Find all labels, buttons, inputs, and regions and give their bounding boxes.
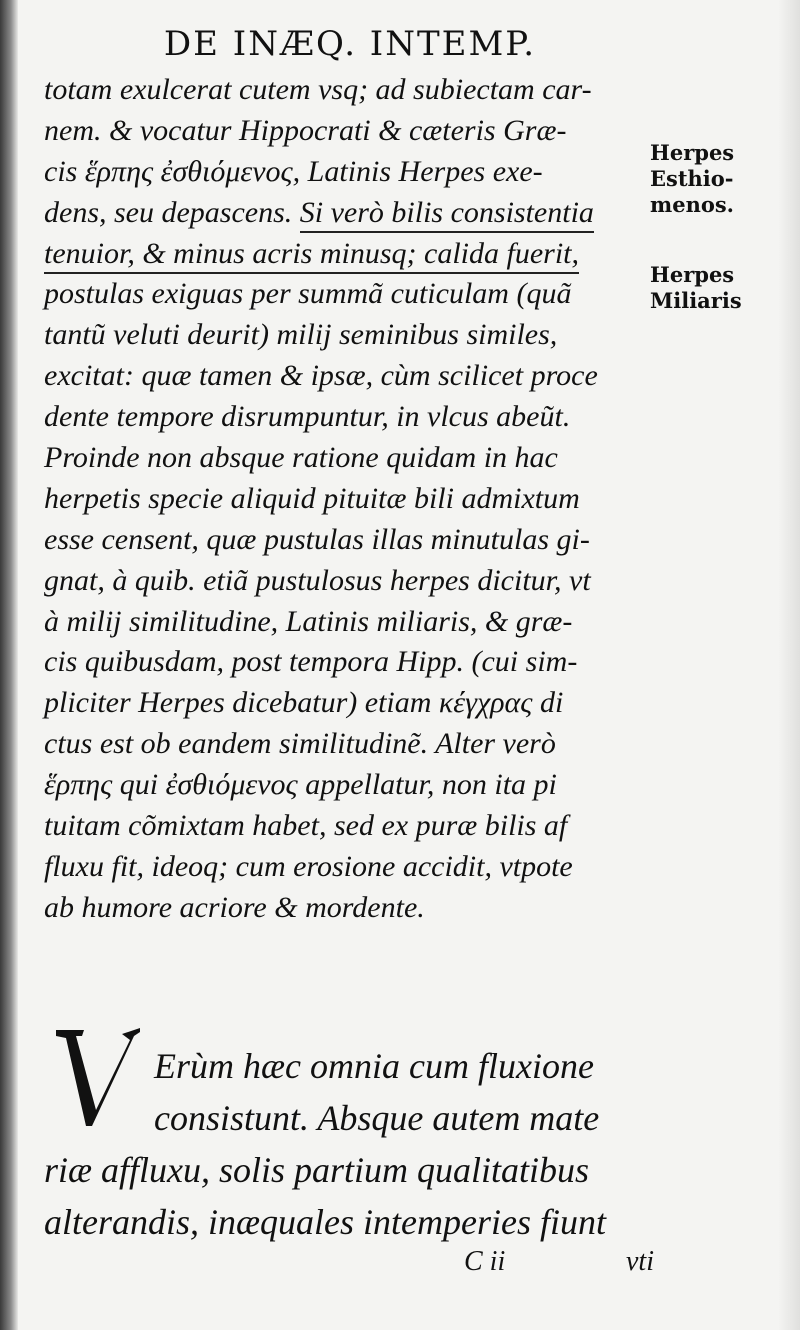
text-line: nem. & vocatur Hippocrati & cæteris Græ- bbox=[44, 113, 567, 147]
text-line: esse censent, quæ pustulas illas minutulas gi- bbox=[44, 522, 590, 556]
text-line: tuitam cõmixtam habet, sed ex puræ bilis af bbox=[44, 809, 568, 843]
margin-notes bbox=[650, 140, 780, 358]
text-line: postulas exiguas per summã cuticulam (quã bbox=[44, 277, 572, 311]
text-line: excitat: quæ tamen & ipsæ, cùm scilicet proce bbox=[44, 359, 598, 393]
text-line: dente tempore disrumpuntur, in vlcus abeũt. bbox=[44, 400, 571, 434]
underlined-phrase: tenuior, & minus acris minusq; calida fuerit, bbox=[44, 236, 579, 274]
text-line: fluxu fit, ideoq; cum erosione accidit, vtpote bbox=[44, 849, 573, 883]
text-line: dens, seu depascens. Si verò bilis consistentia bbox=[44, 193, 644, 234]
section-text bbox=[44, 1040, 664, 1248]
text-line: Erùm hæc omnia cum fluxione bbox=[154, 1046, 594, 1086]
page-edge bbox=[778, 0, 800, 1330]
text-line: riæ affluxu, solis partium qualitatibus bbox=[44, 1150, 590, 1190]
text-line: gnat, à quib. etiã pustulosus herpes dicitur, vt bbox=[44, 563, 591, 597]
margin-note-herpes-miliaris: Herpes Miliaris bbox=[650, 262, 742, 313]
text-line: ctus est ob eandem similitudinẽ. Alter verò bbox=[44, 727, 556, 761]
margin-note-herpes-esthiomenos: Herpes Esthio- menos. bbox=[650, 140, 735, 217]
text-line: cis ἕρπης ἐσθιόμενος, Latinis Herpes exe- bbox=[44, 154, 543, 188]
text-line: herpetis specie aliquid pituitæ bili admixtum bbox=[44, 481, 580, 515]
page-footer bbox=[44, 1246, 654, 1286]
catchword: vti bbox=[626, 1246, 654, 1277]
text-line bbox=[44, 234, 644, 275]
binding-shadow bbox=[0, 0, 18, 1330]
underlined-phrase: Si verò bilis consistentia bbox=[300, 195, 594, 233]
text-line: consistunt. Absque autem mate bbox=[154, 1098, 600, 1138]
text-line: Proinde non absque ratione quidam in hac bbox=[44, 441, 558, 475]
text-line: tantũ veluti deurit) milij seminibus similes, bbox=[44, 318, 558, 352]
text-line: à milij similitudine, Latinis miliaris, & græ- bbox=[44, 604, 573, 638]
text-line: cis quibusdam, post tempora Hipp. (cui sim- bbox=[44, 645, 578, 679]
main-text bbox=[44, 70, 644, 929]
text-line: totam exulcerat cutem vsq; ad subiectam car- bbox=[44, 73, 592, 106]
text-line: alterandis, inæquales intemperies fiunt bbox=[44, 1202, 606, 1242]
text-line: ἕρπης qui ἐσθιόμενος appellatur, non ita pi bbox=[44, 768, 557, 802]
running-header: DE INÆQ. INTEMP. bbox=[163, 24, 537, 64]
text-line: ab humore acriore & mordente. bbox=[44, 890, 425, 924]
signature-mark: C ii bbox=[464, 1246, 506, 1277]
text-line: pliciter Herpes dicebatur) etiam κέγχρας di bbox=[44, 686, 564, 720]
